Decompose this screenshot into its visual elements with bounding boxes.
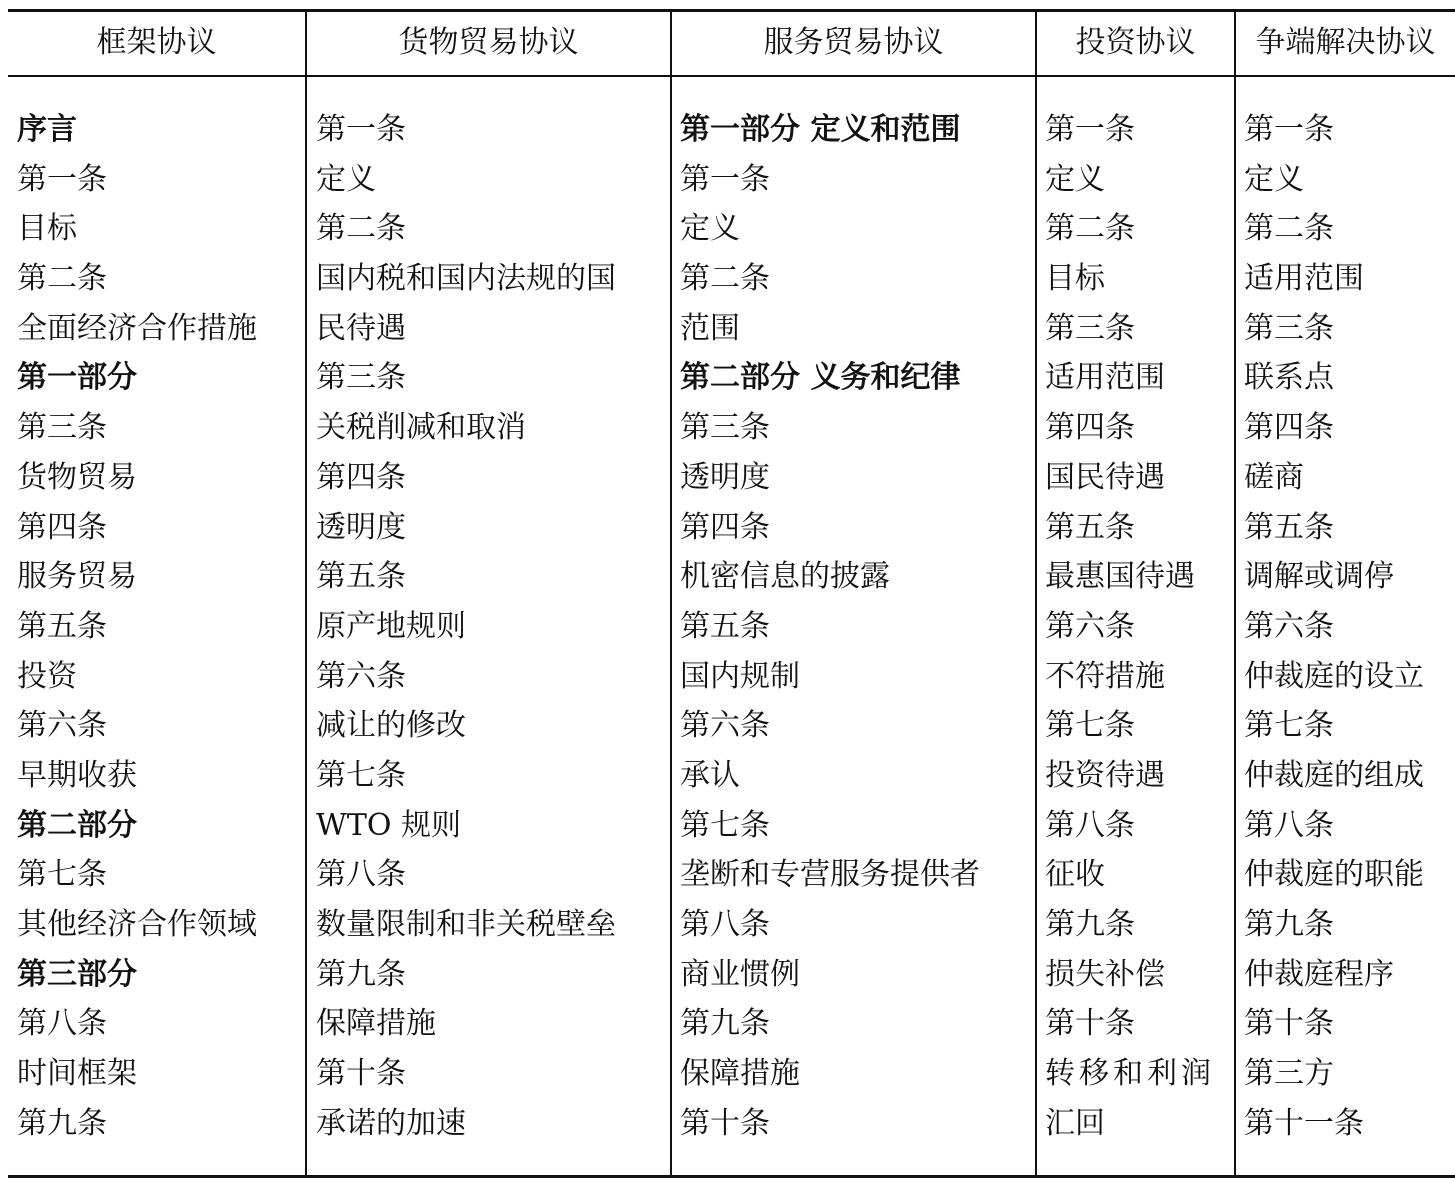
table-cell: 第三方 [1244, 1056, 1334, 1092]
table-cell: 第七条 [1045, 708, 1135, 744]
table-cell: 最惠国待遇 [1045, 559, 1195, 595]
table-cell: 第三条 [1244, 310, 1334, 346]
table-cell: 第四条 [680, 509, 770, 545]
table-cell: 仲裁庭的设立 [1244, 658, 1424, 694]
table-cell: 承认 [680, 757, 740, 793]
table-cell: 转移和利润 [1045, 1056, 1215, 1092]
column-dispute-settlement-agreement [1236, 9, 1455, 1178]
table-cell: 第六条 [17, 708, 107, 744]
table-cell: 第一部分 [17, 360, 137, 396]
table-cell: 调解或调停 [1244, 559, 1394, 595]
table-cell: 第十条 [1244, 1006, 1334, 1042]
table-cell: 第三部分 [17, 956, 137, 992]
table-cell: 不符措施 [1045, 658, 1165, 694]
table-cell: 第四条 [17, 509, 107, 545]
table-cell: 汇回 [1045, 1105, 1105, 1141]
table-cell: 范围 [680, 310, 740, 346]
table-cell: 序言 [17, 112, 77, 147]
table-cell: 早期收获 [17, 757, 137, 793]
table-cell: 第六条 [680, 708, 770, 744]
table-cell: 第七条 [17, 857, 107, 893]
table-cell: 适用范围 [1244, 261, 1364, 297]
table-cell: 第一条 [1244, 112, 1334, 147]
table-cell: 第三条 [680, 410, 770, 446]
table-cell: 第八条 [17, 1006, 107, 1042]
table-cell: 第九条 [680, 1006, 770, 1042]
table-cell: 投资待遇 [1045, 757, 1165, 793]
table-cell: 透明度 [316, 509, 406, 545]
table-cell: 第二条 [316, 211, 406, 247]
table-cell: 国内税和国内法规的国 [316, 261, 616, 297]
table-cell: 第二部分 义务和纪律 [680, 360, 961, 396]
table-cell: 垄断和专营服务提供者 [680, 857, 980, 893]
table-cell: 第十一条 [1244, 1105, 1364, 1141]
column-items [672, 105, 1035, 1148]
column-goods-trade-agreement [307, 9, 670, 1178]
table-cell: 保障措施 [316, 1006, 436, 1042]
column-header: 服务贸易协议 [763, 25, 944, 60]
table-cell: 民待遇 [316, 310, 406, 346]
table-cell: 第六条 [316, 658, 406, 694]
table-cell: 损失补偿 [1045, 956, 1165, 992]
table-cell: 第一部分 定义和范围 [680, 112, 961, 147]
table-cell: 第七条 [680, 807, 770, 843]
table-cell: 货物贸易 [17, 459, 137, 495]
table-cell: 第四条 [1045, 410, 1135, 446]
column-items [307, 105, 670, 1148]
table-cell: 第九条 [316, 956, 406, 992]
table-cell: 投资 [17, 658, 77, 694]
table-cell: 全面经济合作措施 [17, 310, 257, 346]
table-cell: 服务贸易 [17, 559, 137, 595]
table-cell: 征收 [1045, 857, 1105, 893]
table-cell: 第三条 [316, 360, 406, 396]
table-cell: 仲裁庭的组成 [1244, 757, 1424, 793]
table-cell: 第七条 [316, 757, 406, 793]
table-cell: 关税削减和取消 [316, 410, 526, 446]
table-cell: 第二条 [17, 261, 107, 297]
table-cell: 适用范围 [1045, 360, 1165, 396]
table-cell: 第二条 [680, 261, 770, 297]
column-header: 框架协议 [96, 25, 217, 60]
table-cell: 定义 [680, 211, 740, 247]
table-cell: 第六条 [1244, 608, 1334, 644]
table-cell: 第三条 [1045, 310, 1135, 346]
column-header: 投资协议 [1075, 25, 1196, 60]
column-header: 货物贸易协议 [398, 25, 579, 60]
table-cell: 第八条 [316, 857, 406, 893]
table-cell: 第一条 [680, 161, 770, 197]
table-cell: 第一条 [1045, 112, 1135, 147]
table-cell: 第四条 [316, 459, 406, 495]
column-items [1037, 105, 1234, 1148]
table-cell: 减让的修改 [316, 708, 466, 744]
table-cell: 国内规制 [680, 658, 800, 694]
column-items [8, 105, 305, 1148]
table-cell: 原产地规则 [316, 608, 466, 644]
table-cell: 第二条 [1244, 211, 1334, 247]
table-cell: 第九条 [1244, 907, 1334, 942]
table-cell: 定义 [1045, 161, 1105, 197]
table-cell: 第六条 [1045, 608, 1135, 644]
table-cell: 第五条 [1045, 509, 1135, 545]
table-cell: 第八条 [680, 907, 770, 942]
table-cell: 第七条 [1244, 708, 1334, 744]
table-cell: 磋商 [1244, 459, 1304, 495]
table-cell: 联系点 [1244, 360, 1334, 396]
table-cell: 第三条 [17, 410, 107, 446]
table-cell: 第二部分 [17, 807, 137, 843]
table-cell: 第八条 [1244, 807, 1334, 843]
column-services-trade-agreement [672, 9, 1035, 1178]
table-cell: 目标 [17, 211, 77, 247]
table-cell: 透明度 [680, 459, 770, 495]
table-cell: 国民待遇 [1045, 459, 1165, 495]
table-cell: WTO 规则 [316, 807, 461, 843]
table-cell: 第九条 [1045, 907, 1135, 942]
column-investment-agreement [1037, 9, 1234, 1178]
table-cell: 第十条 [680, 1105, 770, 1141]
table-cell: 第十条 [316, 1056, 406, 1092]
table-cell: 第四条 [1244, 410, 1334, 446]
table-cell: 承诺的加速 [316, 1105, 466, 1141]
table-cell: 定义 [1244, 161, 1304, 197]
table-cell: 第五条 [316, 559, 406, 595]
table-cell: 时间框架 [17, 1056, 137, 1092]
table-cell: 第五条 [1244, 509, 1334, 545]
table-cell: 定义 [316, 161, 376, 197]
table-cell: 其他经济合作领域 [17, 907, 257, 942]
table-cell: 目标 [1045, 261, 1105, 297]
table-cell: 第八条 [1045, 807, 1135, 843]
column-header: 争端解决协议 [1255, 25, 1436, 60]
table-cell: 仲裁庭的职能 [1244, 857, 1424, 893]
table-cell: 第十条 [1045, 1006, 1135, 1042]
table-cell: 机密信息的披露 [680, 559, 890, 595]
table-cell: 商业惯例 [680, 956, 800, 992]
column-framework-agreement [8, 9, 305, 1178]
table-cell: 第五条 [17, 608, 107, 644]
table-cell: 第一条 [316, 112, 406, 147]
table-cell: 第五条 [680, 608, 770, 644]
table-cell: 第二条 [1045, 211, 1135, 247]
table-cell: 仲裁庭程序 [1244, 956, 1394, 992]
table-cell: 数量限制和非关税壁垒 [316, 907, 616, 942]
column-items [1236, 105, 1455, 1148]
table-cell: 保障措施 [680, 1056, 800, 1092]
table-cell: 第一条 [17, 161, 107, 197]
agreements-table [8, 9, 1455, 1178]
table-cell: 第九条 [17, 1105, 107, 1141]
